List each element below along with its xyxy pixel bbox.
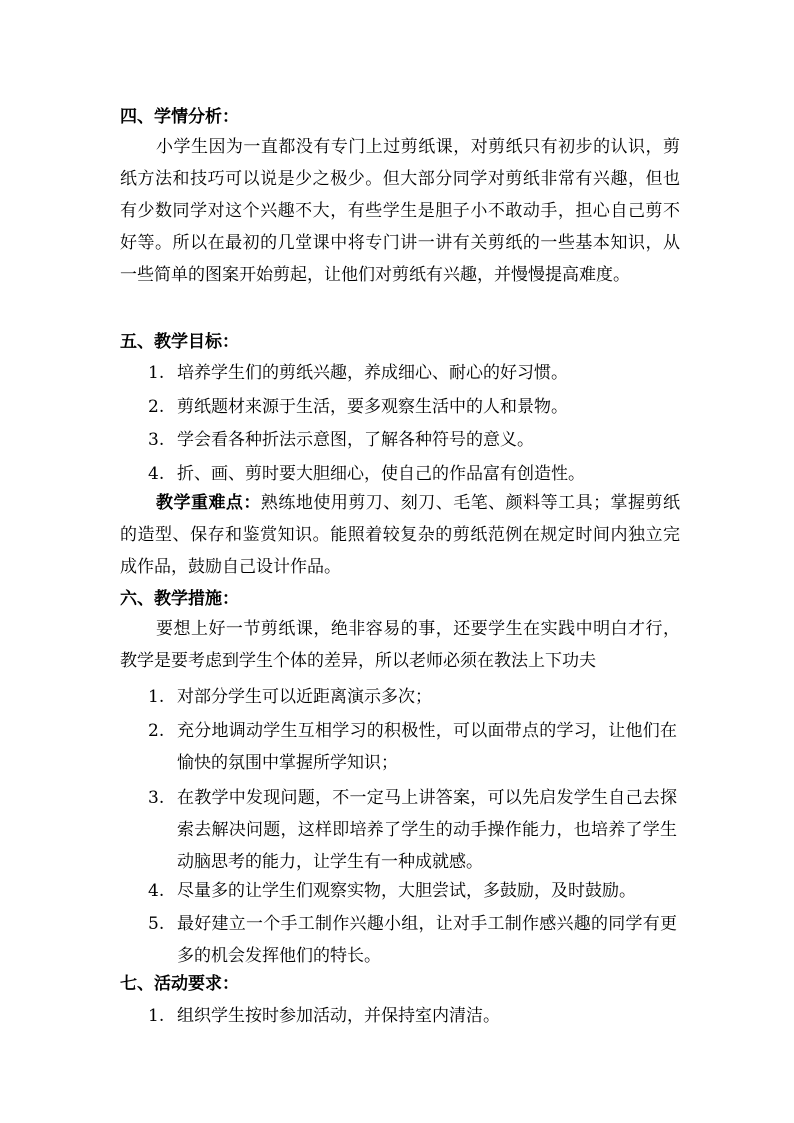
- measure-item: 在教学中发现问题，不一定马上讲答案，可以先启发学生自己去探索去解决问题，这样即培养了学生的动手操作能力，也培养了学生动脑思考的能力，让学生有一种成就感。: [177, 788, 677, 872]
- goal-item: 剪纸题材来源于生活，要多观察生活中的人和景物。: [177, 397, 568, 417]
- learning-analysis-paragraph: 小学生因为一直都没有专门上过剪纸课，对剪纸只有初步的认识，剪纸方法和技巧可以说是少之极少。但大部分同学对剪纸非常有兴趣，但也有少数同学对这个兴趣不大，有些学生是胆子小不敢动手，担心自己剪不好等。所以在最初的几堂课中将专门讲一讲有关剪纸的一些基本知识，从一些简单的图案开始剪起，让他们对剪纸有兴趣，并慢慢提高难度。: [120, 137, 680, 285]
- goal-item-number: 1.: [148, 363, 165, 383]
- key-points-paragraph: [120, 487, 680, 583]
- goal-item: 折、画、剪时要大胆细心，使自己的作品富有创造性。: [177, 464, 585, 484]
- section-heading-teaching-measures: 六、教学措施：: [120, 589, 239, 609]
- measure-item-number: 4.: [148, 881, 165, 901]
- goal-item-number: 3.: [148, 430, 165, 450]
- requirement-item: 组织学生按时参加活动，并保持室内清洁。: [177, 1006, 500, 1026]
- section-heading-activity-requirements: 七、活动要求：: [120, 974, 239, 994]
- measure-item: 对部分学生可以近距离演示多次；: [177, 687, 432, 707]
- goal-item: 学会看各种折法示意图，了解各种符号的意义。: [177, 430, 534, 450]
- section-heading-teaching-goals: 五、教学目标：: [120, 332, 239, 352]
- teaching-measures-paragraph: 要想上好一节剪纸课，绝非容易的事，还要学生在实践中明白才行，教学是要考虑到学生个体的差异，所以老师必须在教法上下功夫: [120, 619, 680, 671]
- key-points-label: 教学重难点：: [156, 493, 261, 513]
- goal-item-number: 2.: [148, 397, 165, 417]
- section-heading-learning-analysis: 四、学情分析：: [120, 107, 239, 127]
- measure-item: 尽量多的让学生们观察实物，大胆尝试，多鼓励，及时鼓励。: [177, 881, 636, 901]
- key-points-text: 熟练地使用剪刀、刻刀、毛笔、颜料等工具；掌握剪纸的造型、保存和鉴赏知识。能照着较复杂的剪纸范例在规定时间内独立完成作品，鼓励自己设计作品。: [120, 493, 681, 577]
- measure-item: 最好建立一个手工制作兴趣小组，让对手工制作感兴趣的同学有更多的机会发挥他们的特长。: [177, 914, 677, 966]
- goal-item: 培养学生们的剪纸兴趣，养成细心、耐心的好习惯。: [177, 363, 568, 383]
- measure-item-number: 3.: [148, 788, 165, 808]
- requirement-item-number: 1.: [148, 1006, 165, 1026]
- measure-item-number: 5.: [148, 914, 165, 934]
- measure-item-number: 2.: [148, 721, 165, 741]
- measure-item: 充分地调动学生互相学习的积极性，可以面带点的学习，让他们在愉快的氛围中掌握所学知识；: [177, 721, 677, 773]
- goal-item-number: 4.: [148, 464, 165, 484]
- measure-item-number: 1.: [148, 687, 165, 707]
